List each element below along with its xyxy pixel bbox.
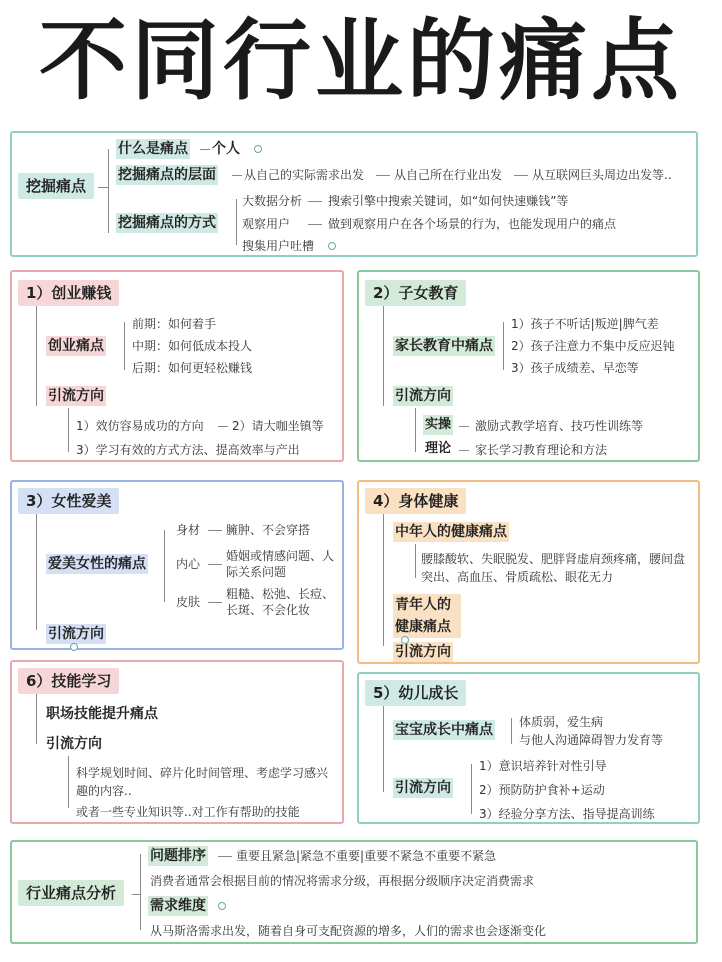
s1-flow-1: 1）效仿容易成功的方向: [76, 419, 204, 433]
s6-flow-node: 引流方向: [46, 736, 102, 752]
s2-theory: 理论: [425, 441, 452, 456]
s1-item-1: 前期：如何着手: [132, 317, 217, 331]
s2-practice-detail: 激励式教学培育、技巧性训练等: [475, 419, 644, 433]
s5-pain-detail-2: 与他人沟通障碍智力发育等: [519, 733, 664, 747]
level-connector: [232, 175, 242, 176]
s3-trunk: [36, 514, 37, 630]
s3-skin-detail: 粗糙、松弛、长痘、长斑、不会化妆: [226, 587, 335, 617]
s3-skin-connector: [208, 602, 222, 603]
q1-explain: 消费者通常会根据目前的情况将需求分级，再根据分级顺序决定消费需求: [150, 874, 535, 888]
what-collapse-dot[interactable]: [254, 145, 262, 153]
s4-flow-node: 引流方向: [395, 644, 451, 660]
method-2-connector: [308, 224, 322, 225]
section-1-title: 1）创业赚钱: [18, 280, 119, 306]
s1-flow-3: 3）学习有效的方式方法、提高效率与产出: [76, 443, 300, 457]
section-3-title: 3）女性爱美: [18, 488, 119, 514]
s3-heart-connector: [208, 564, 222, 565]
s2-practice: 实操: [423, 415, 453, 435]
s1-pain-node: 创业痛点: [48, 338, 104, 354]
level-2: 从自己所在行业出发: [394, 168, 503, 182]
level-node: 挖掘痛点的层面: [118, 167, 216, 183]
level-connector-3: [514, 175, 528, 176]
s2-pain-node: 家长教育中痛点: [395, 338, 493, 354]
s5-item-1: 1）意识培养针对性引导: [479, 759, 607, 773]
s2-theory-connector: [459, 450, 469, 451]
s2-item-2: 2）孩子注意力不集中反应迟钝: [511, 339, 675, 353]
s1-trunk: [36, 306, 37, 406]
s1-flow-branch: [68, 408, 69, 452]
mining-trunk: [108, 149, 109, 233]
s2-trunk: [383, 306, 384, 406]
method-3-collapse-dot[interactable]: [328, 242, 336, 250]
industry-link: [132, 894, 140, 895]
s1-item-2: 中期：如何低成本投人: [132, 339, 253, 353]
s3-heart: 内心: [176, 557, 201, 571]
section-2-panel: [357, 270, 700, 462]
s3-body-connector: [208, 530, 222, 531]
s2-flow-node: 引流方向: [395, 388, 451, 404]
s6-pain-node: 职场技能提升痛点: [46, 706, 158, 722]
section-3-panel: [10, 480, 344, 650]
q2-node: 需求维度: [150, 898, 206, 914]
section-2-title: 2）子女教育: [365, 280, 466, 306]
s6-flow-2: 或者一些专业知识等..对工作有帮助的技能: [76, 805, 300, 819]
s3-body: 身材: [176, 523, 201, 537]
q1-detail: 重要且紧急|紧急不重要|重要不紧急不重要不紧急: [236, 849, 497, 863]
s3-skin: 皮肤: [176, 595, 201, 609]
mining-root: 挖掘痛点: [18, 173, 94, 199]
method-trunk: [236, 199, 237, 245]
what-connector: [200, 149, 210, 150]
s5-pain-node: 宝宝成长中痛点: [395, 722, 493, 738]
what-node: 什么是痛点: [118, 141, 188, 157]
method-1: 大数据分析: [242, 194, 303, 208]
level-3: 从互联网巨头周边出发等..: [532, 168, 672, 182]
section-1-panel: [10, 270, 344, 462]
s1-flow-node: 引流方向: [48, 388, 104, 404]
level-1: 从自己的实际需求出发: [244, 168, 365, 182]
q2-detail: 从马斯洛需求出发，随着自身可支配资源的增多，人们的需求也会逐渐变化: [150, 924, 547, 938]
s4-trunk: [383, 514, 384, 646]
s5-item-3: 3）经验分享方法、指导提高训练: [479, 807, 655, 821]
s3-flow-collapse-dot[interactable]: [70, 643, 78, 651]
section-6-panel: [10, 660, 344, 824]
section-4-panel: [357, 480, 700, 664]
s2-theory-detail: 家长学习教育理论和方法: [475, 443, 608, 457]
method-2: 观察用户: [242, 217, 291, 231]
mining-panel: [10, 131, 698, 257]
s2-pain-branch: [503, 322, 504, 370]
s5-trunk: [383, 706, 384, 792]
s4-mid-detail: 腰膝酸软、失眠脱发、肥胖肾虚肩颈疼痛，腰间盘突出、高血压、骨质疏松、眼花无力: [421, 552, 686, 584]
industry-trunk: [140, 854, 141, 930]
s4-young-collapse-dot[interactable]: [401, 636, 409, 644]
s2-item-1: 1）孩子不听话|叛逆|脾气差: [511, 317, 659, 331]
s5-item-2: 2）预防防护食补+运动: [479, 783, 605, 797]
section-6-title: 6）技能学习: [18, 668, 119, 694]
s2-practice-connector: [459, 426, 469, 427]
s3-heart-detail: 婚姻或情感问题、人际关系问题: [226, 549, 335, 579]
s4-young-node: 青年人的健康痛点: [393, 594, 461, 638]
s1-pain-branch: [124, 322, 125, 370]
q2-collapse-dot[interactable]: [218, 902, 226, 910]
s5-flow-branch: [471, 764, 472, 814]
section-4-title: 4）身体健康: [365, 488, 466, 514]
s4-mid-branch: [415, 544, 416, 578]
industry-root: 行业痛点分析: [18, 880, 124, 906]
s6-trunk: [36, 694, 37, 744]
s5-flow-node: 引流方向: [395, 780, 451, 796]
q1-connector: [218, 856, 232, 857]
section-5-panel: [357, 672, 700, 824]
s3-flow-node: 引流方向: [48, 626, 104, 642]
method-2-detail: 做到观察用户在各个场景的行为，也能发现用户的痛点: [328, 217, 617, 231]
level-connector-2: [376, 175, 390, 176]
s3-pain-node: 爱美女性的痛点: [48, 556, 146, 572]
s3-pain-branch: [164, 530, 165, 602]
method-1-detail: 搜索引擎中搜索关键词，如“如何快速赚钱”等: [328, 194, 569, 208]
s1-flow-1-connector: [218, 426, 228, 427]
s3-body-detail: 臃肿、不会穿搭: [226, 523, 311, 537]
s4-mid-node: 中年人的健康痛点: [395, 524, 507, 540]
page-title: 不同行业的痛点: [38, 9, 683, 112]
what-answer: 个人: [212, 141, 240, 157]
method-node: 挖掘痛点的方式: [118, 215, 216, 231]
section-5-title: 5）幼儿成长: [365, 680, 466, 706]
s6-flow-branch: [68, 756, 69, 808]
s2-item-3: 3）孩子成绩差、早恋等: [511, 361, 639, 375]
s2-flow-branch: [415, 408, 416, 452]
mining-link: [98, 187, 108, 188]
q1-node: 问题排序: [150, 848, 206, 864]
s1-flow-2: 2）请大咖坐镇等: [232, 419, 324, 433]
method-1-connector: [308, 201, 322, 202]
s5-pain-branch: [511, 718, 512, 744]
industry-panel: [10, 840, 698, 944]
method-3: 搜集用户吐槽: [242, 239, 315, 253]
s6-flow-1: 科学规划时间、碎片化时间管理、考虑学习感兴趣的内容..: [76, 766, 329, 798]
s5-pain-detail-1: 体质弱，爱生病: [519, 715, 604, 729]
s1-item-3: 后期：如何更轻松赚钱: [132, 361, 253, 375]
